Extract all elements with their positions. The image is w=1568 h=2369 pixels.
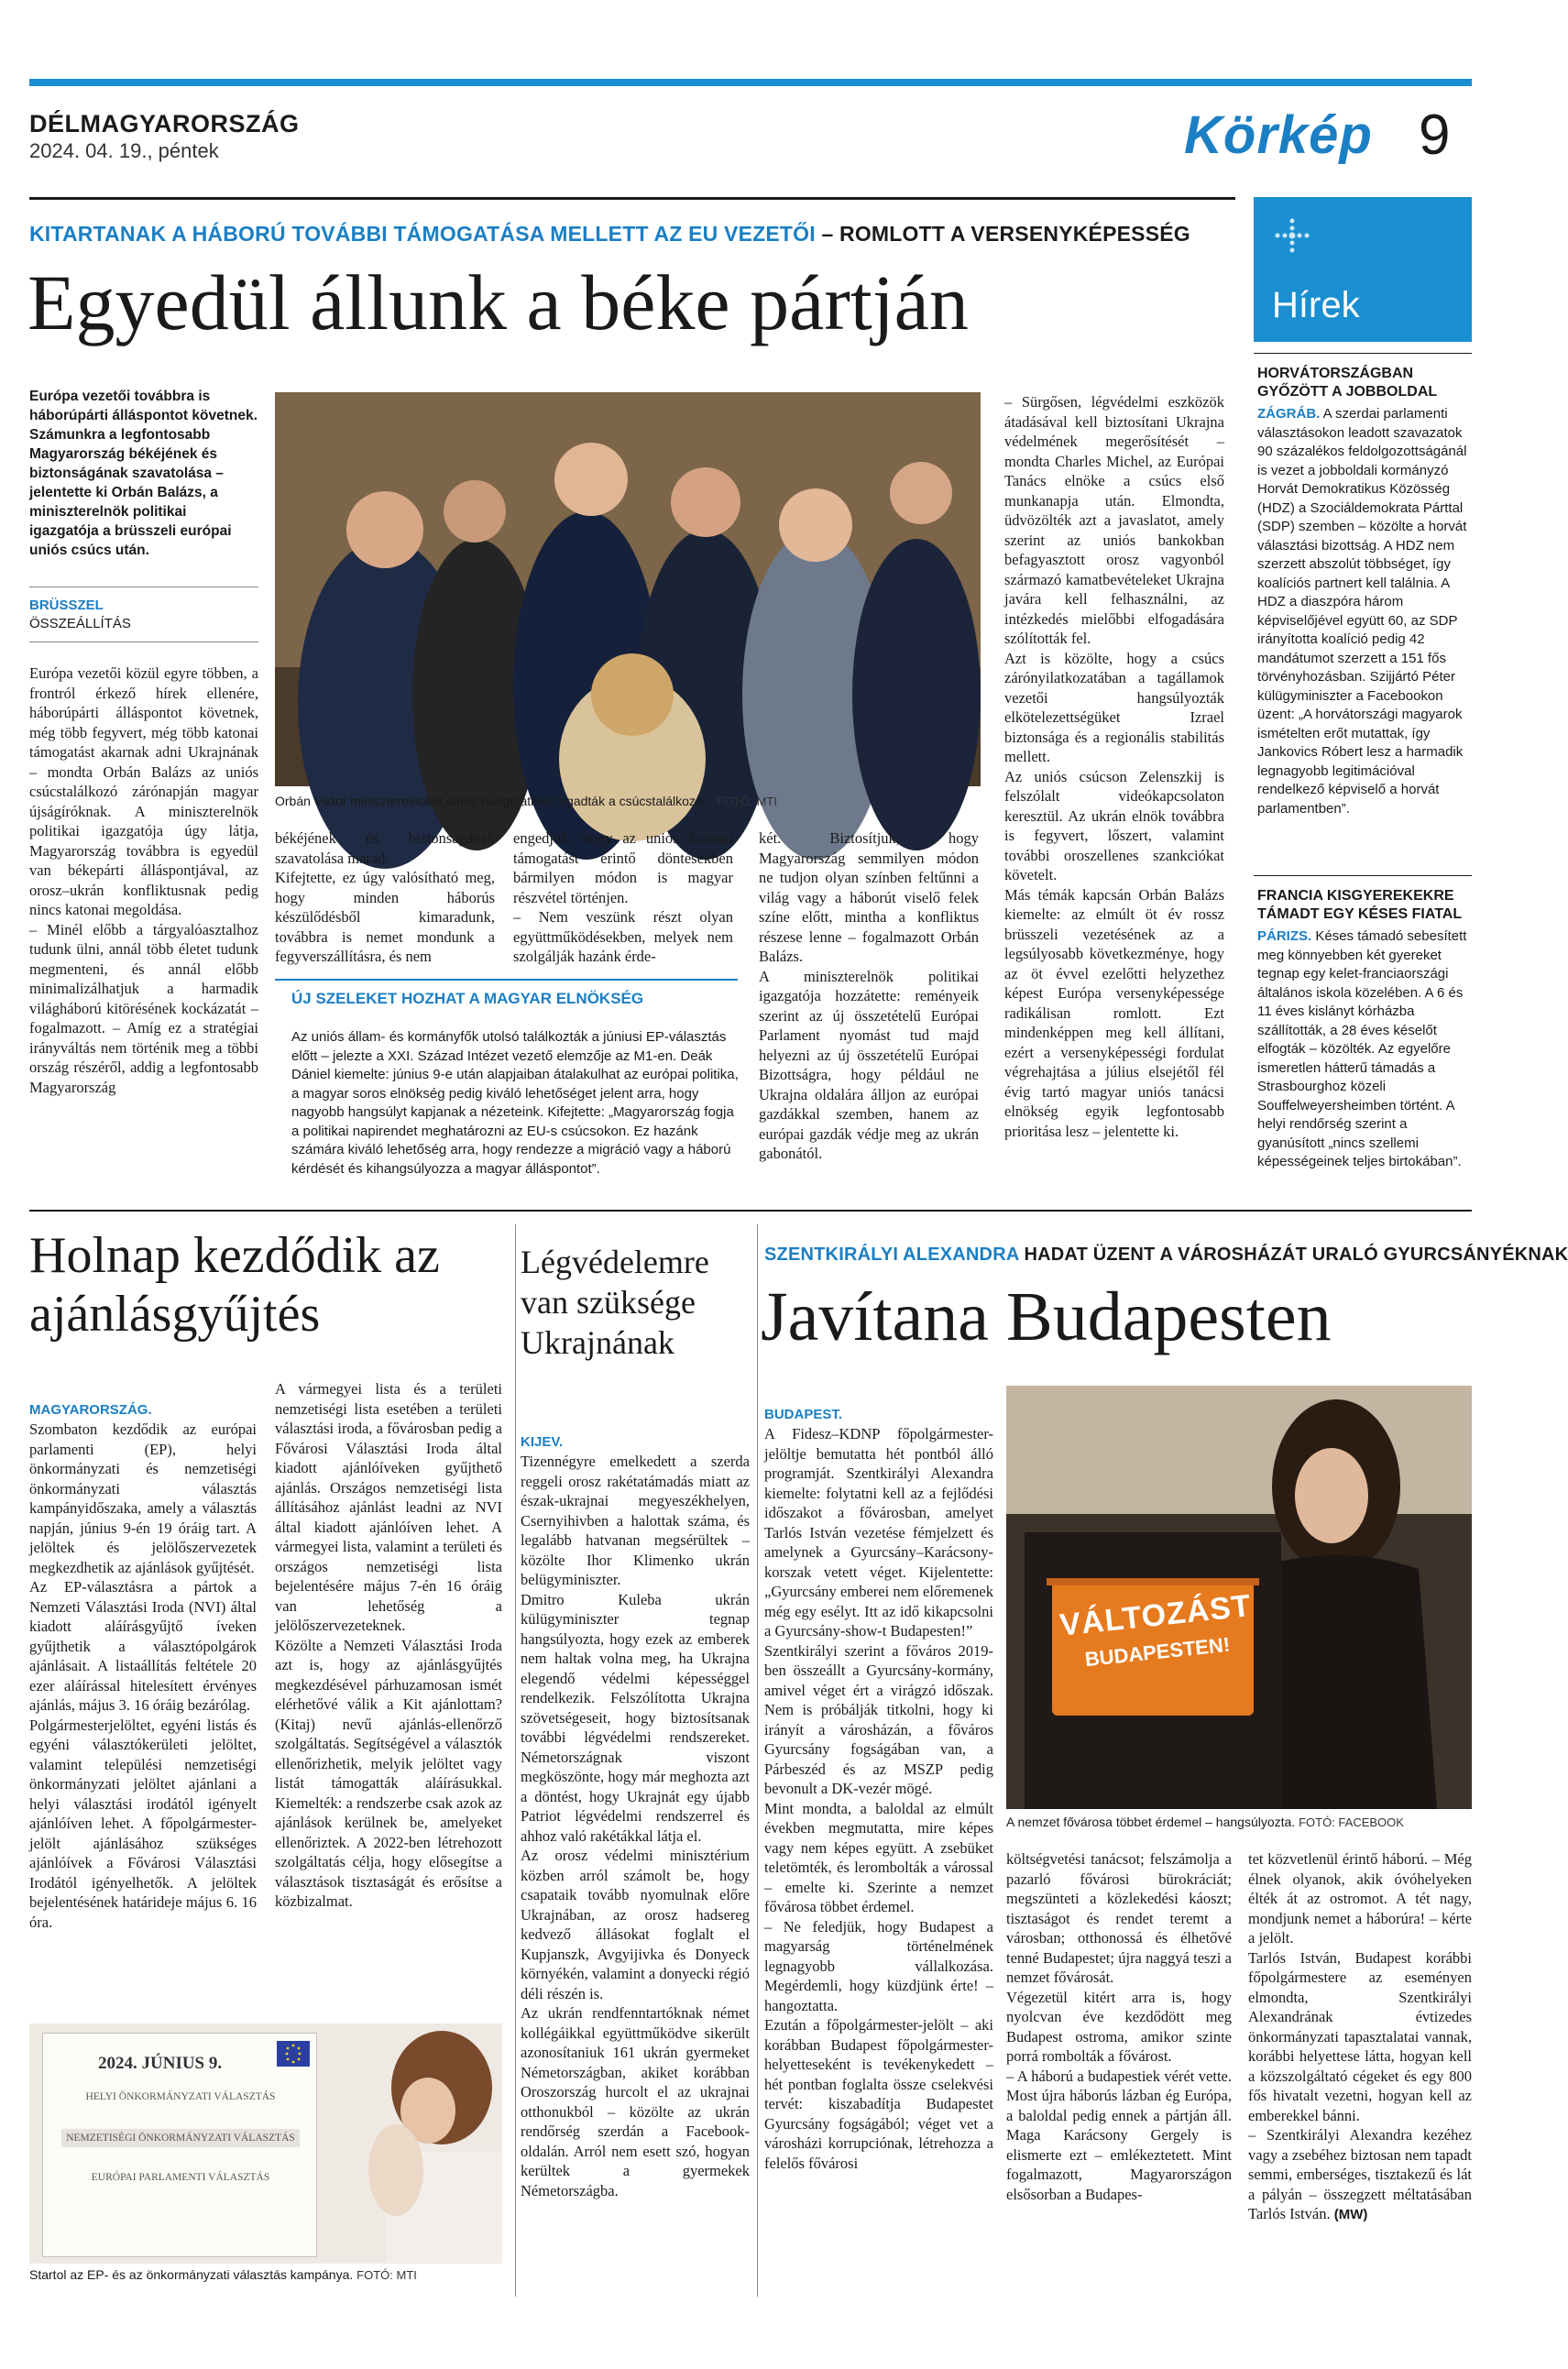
section-title: Körkép: [1184, 105, 1373, 165]
main-col5: – Sürgősen, légvédelmi eszközök átadásával kell biztosítani Ukrajna védelmének megerősítését – mondta Charles Michel, az Európai Tanács elnöke a csúcs első munkanapja után. Elmondta, üdvözölték azt a javaslatot, amely szerint az uniós bankokban befagyasztott orosz vagyonból származó kamatbevételeket Ukrajna javára kell felhasználni, az intézkedés mielőbbi elfogadására szólították fel. Azt is közölte, hogy a csúcs zárónyilatkozatában a tagállamok vezetői hangsúlyozták elkötelezettségüket Izrael biztonsága és a regionális stabilitás mellett. Az uniós csúcson Zelenszkij is felszólalt videókapcsolaton keresztül. Az ukrán elnök továbbra is fegyvert, lőszert, valamint további oroszellenes szankciókat követelt. Más témák kapcsán Orbán Balázs kiemelte: az elmúlt öt év rossz brüsszeli vezetésének az a legsúlyosabb következménye, hogy az öt évvel ezelőtti helyzethez képest Európa versenyképessége radikálisan romlott. Ezt mindenképpen meg kell állítani, ezért a versenyképességi fordulat végrehajtása a július elsejétől fél évig tartó magyar uniós tanácsi elnökség egyik legfontosabb prioritása lesz – jelentette ki.: [1004, 393, 1224, 1140]
main-col2: békéjének és biztonságának szavatolása marad. Kifejtette, ez úgy valósítható meg, hogy minden háborús készülődésből kimaradunk, továbbra is nemet mondunk a fegyverszállításra, és nem: [275, 829, 495, 965]
page-number: 9: [1419, 104, 1451, 167]
sidebar-title: Hírek: [1272, 285, 1360, 325]
main-col1: Európa vezetői közül egyre többen, a frontról érkező hírek ellenére, háborúpárti álláspontot követnek, még több fegyvert, még több katonai támogatást akarnak adni Ukrajnának – mondta Orbán Balázs az uniós csúcstalálkozó zárónapján magyar újságíróknak. A miniszterelnök politikai igazgatója úgy látja, Magyarország továbbra is egyedül van békepárti álláspontjával, az orosz–ukrán konfliktusnak pedig nincs katonai megoldása. – Minél előbb a tárgyalóasztalhoz tudunk ülni, annál több életet tudunk megmenteni, és annál előbb minimalizálhatjuk a harmadik világháború kitörésének kockázatát – fogalmazott. – Amíg ez a stratégiai irányváltás nem történik meg a többi ország részéről, addig a legfontosabb Magyarország: [29, 664, 258, 1096]
brief2-body: [1257, 927, 1470, 1172]
summit-caption-text: Orbán Viktor miniszterelnököt oldott hangulatban fogadták a csúcstalálkozón.: [275, 794, 714, 808]
article4-caption: [1006, 1815, 1472, 1829]
main-kicker-blue: KITARTANAK A HÁBORÚ TOVÁBBI TÁMOGATÁSA MELLETT AZ EU VEZETŐI: [29, 222, 816, 246]
election-poster: [42, 2033, 317, 2257]
election-poster-photo: [29, 2024, 502, 2264]
article3-body: [521, 1411, 750, 2291]
brief1-body: [1257, 405, 1470, 818]
article2-photo-credit: FOTÓ: MTI: [356, 2268, 417, 2282]
article2-col1-text: Szombaton kezdődik az európai parlamenti (EP), helyi önkormányzati és nemzetiségi önkormányzati választás kampányidőszaka, amely a választás napján, június 9-én 19 óráig tart. A jelöltek és jelölőszervezetek megkezdhetik az ajánlások gyűjtését. Az EP-választásra a pártok a Nemzeti Választási Iroda (NVI) által kiadott aláírásgyűjtő íveken gyűjthetik a választópolgárok ajánlásait. A listaállítás feltétele 20 ezer aláírással hitelesített érvényes ajánlás, május 3. 16 óráig bezárólag. Polgármesterjelöltet, egyéni listás és egyéni választókerületi jelöltet, valamint települési nemzetiségi önkormányzati jelöltet ajánlani a helyi választási irodától igényelt ajánlóíven lehet. A főpolgármester-jelölt ajánlásához szükséges ajánlóívek a Fővárosi Választási Irodától igényelhetők. A jelöltek bejelentésének határideje május 6. 16 óra.: [29, 1420, 257, 1931]
divider: [29, 197, 1235, 200]
article2-col1: [29, 1379, 257, 2021]
box-title: ÚJ SZELEKET HOZHAT A MAGYAR ELNÖKSÉG: [291, 990, 644, 1007]
article4-col1: [764, 1384, 993, 2291]
article4-kicker: [764, 1245, 1568, 1266]
divider: [29, 1210, 1472, 1212]
issue-date: 2024. 04. 19., péntek: [29, 139, 219, 162]
article4-headline: Javítana Budapesten: [761, 1278, 1332, 1355]
poster-line3: EURÓPAI PARLAMENTI VÁLASZTÁS: [91, 2172, 270, 2183]
poster-line2: NEMZETISÉGI ÖNKORMÁNYZATI VÁLASZTÁS: [61, 2129, 300, 2147]
article2-col2: A vármegyei lista és a területi nemzetiségi lista esetében a területi választási iroda, a fővárosban pedig a Fővárosi Választási Iroda által kiadott ajánlóíveken gyűjthető ajánlás. Országos nemzetiségi lista állításához ajánlást leadni az NVI által kiadott ajánlóíven lehet. A vármegyei lista, valamint a területi és országos nemzetiségi lista bejelentésére május 7-én 16 óráig van lehetőség a jelölőszervezeteknek. Közölte a Nemzeti Választási Iroda azt is, hogy az ajánlásgyűjtés megkezdésével párhuzamosan ismét elérhetővé válik a Kit ajánlottam? (Kitaj) nevű ajánlás-ellenőrző szolgáltatás. Segítségével a választók ellenőrizhetik, melyik jelöltet vagy listát támogatták aláírásukkal. Kiemelték: a rendszerbe csak azok az ajánlások kerülnek be, amelyeket ellenőriztek. A 2022-ben létrehozott szolgáltatás célja, hogy elősegítse a választások tisztaságát és erősítse a közbizalmat.: [275, 1380, 502, 1910]
brief2-headline: FRANCIA KISGYEREKEKRE TÁMADT EGY KÉSES FIATAL: [1257, 888, 1463, 922]
box-text: Az uniós állam- és kormányfők utolsó találkozták a júniusi EP-választás előtt – jelezte a XXI. Század Intézet vezető elemzője az M1-en. Deák Dániel kiemelte: június 9-e után alapjaiban átalakulhat az európai politika, a magyar soros elnökség pedig kiváló lehetőséget jelent arra, hogy nagyobb hangsúlyt kapjanak a nézeteink. Kifejtette: „Magyarország fogja a politikai napirendet meghatározni az EU-s csúcsokon. Ez hazánk számára kiváló lehetőség arra, hogy rendezze a migráció vagy a háború kérdését és kihangsúlyozza a magyar álláspontot”.: [291, 1029, 739, 1177]
summit-photo-credit: FOTÓ: MTI: [717, 795, 777, 808]
article4-col2: költségvetési tanácsot; felszámolja a pazarló fővárosi bürokráciát; megszünteti a közlekedési káoszt; tisztaságot és rendet teremt a városban; otthonossá és élhetővé tenné Budapestet; újra naggyá teszi a nemzet fővárosát. Végezetül kitért arra is, hogy nyolcvan éve kezdődött meg Budapest ostroma, amikor szinte porrá rombolták a fővárost. – A háború a budapestiek vérét vette. Most újra háborús lázban ég Európa, a baloldal pedig ennek a pártján áll. Maga Karácsony Gergely is elismerte ezt – emlékeztetett. Mint fogalmazott, Magyarországon elsősorban a Budapes-: [1006, 1850, 1232, 2203]
divider: [1254, 875, 1472, 876]
brief2-text: Késes támadó sebesített meg könnyebben két gyereket tegnap egy kelet-franciaországi általános iskola közelében. A 6 és 11 éves kislányt kórházba szállították, a 28 éves késelőt elfogták – közölték. Az egyelőre ismeretlen hátterű támadás a Strasbourghoz közeli Souffelweyersheimben történt. A helyi rendőrség szerint a gyanúsított „nincs szellemi képességeinek teljes birtokában”.: [1257, 928, 1467, 1169]
brief1-place: ZÁGRÁB.: [1257, 406, 1321, 422]
news-sidebar-header: [1254, 197, 1472, 342]
poster-date: 2024. JÚNIUS 9.: [98, 2054, 223, 2073]
main-col3: engedjük, hogy az uniós katonai támogatást érintő döntésekben bármilyen módon is magyar részvétel történjen. – Nem veszünk részt olyan együttműködésekben, melyek nem szolgálják hazánk érde-: [513, 829, 733, 965]
divider: [515, 1224, 516, 2297]
divider: [1254, 353, 1472, 354]
brief1-text: A szerdai parlamenti választásokon leadott szavazatok 90 százalékos feldolgozottságánál is vezet a jobboldali kormányzó Horvát Demokratikus Közösség (HDZ) a Szociáldemokrata Párttal (SDP) szemben – közölte a horvát választási bizottság. A HDZ nem szerzett abszolút többséget, így koalíciós partnert kell találnia. A HDZ a diaszpóra három képviselőjével együtt 60, az SDP irányította koalíció pedig 42 mandátumot szerzett a 151 fős törvényhozásban. Szijjártó Péter külügyminiszter a Facebookon üzent: „A horvátországi magyarok ismételten erőt mutattak, így Jankovics Róbert lesz a harmadik legnagyobb legitimációval rendelkező képviselő a horvát parlamentben”.: [1257, 406, 1467, 817]
article3-place: KIJEV.: [521, 1433, 564, 1450]
article4-place: BUDAPEST.: [764, 1406, 843, 1422]
brief2-place: PÁRIZS.: [1257, 928, 1312, 944]
top-accent-bar: [29, 79, 1472, 86]
summit-photo-caption: [275, 794, 981, 808]
dots-icon: [1274, 217, 1310, 258]
paper-name: DÉLMAGYARORSZÁG: [29, 110, 300, 137]
article3-headline: Légvédelemre van szüksége Ukrajnának: [521, 1244, 709, 1361]
dateline-place: BRÜSSZEL: [29, 598, 104, 613]
article2-place: MAGYARORSZÁG.: [29, 1401, 152, 1418]
summit-photo: [275, 392, 981, 786]
article4-kicker-blue: SZENTKIRÁLYI ALEXANDRA: [764, 1245, 1019, 1265]
poster-line1: HELYI ÖNKORMÁNYZATI VÁLASZTÁS: [85, 2091, 276, 2102]
article4-col1-text: A Fidesz–KDNP főpolgármester-jelöltje bemutatta hét pontból álló programját. Szentkirályi Alexandra kiemelte: folytatni kell az a fejlődési időszakot a fővárosban, amelyet Tarlós István vezetése fémjelzett és amelynek a Gyurcsány–Karácsony-korszak vetett véget. Kijelentette: „Gyurcsány emberei nem előremenek még egy esélyt. Itt az idő kikapcsolni a Gyurcsány-show-t Budapesten!” Szentkirályi szerint a főváros 2019-ben összeállt a Gyurcsány-kormány, amivel véget ért a virágzó időszak. Nem is próbálják titkolni, hogy ki irányít a városházán, a főváros Gyurcsány fogságában van, a Párbeszéd és az MSZP pedig bevonult a DK-vezér mögé. Mint mondta, a baloldal az elmúlt években megmutatta, mire képes vagy nem képes együtt. A zsebüket teletömték, és lerombolták a várossal – emelte ki. Szerinte a nemzet fővárosa többet érdemel. – Ne feledjük, hogy Budapest a magyarság történelmének legnagyobb vállalkozása. Megérdemli, hogy küzdjünk érte! – hangoztatta. Ezután a főpolgármester-jelölt – aki korábban Budapest főpolgármester-helyetteseként is tevékenykedett – hét pontban foglalta össze cselekvési tervét: kiszabadítja Budapestet Gyurcsány fogságából; véget vet a városházi korrupciónak, létrehozza a felelős fővárosi: [764, 1425, 993, 2172]
article4-col3-text: tet közvetlenül érintő háború. – Még élnek olyanok, akik óvóhelyeken élték át az ostromot. A tét nagy, mondjunk nemet a háborúra! – kérte a jelölt. Tarlós István, Budapest korábbi főpolgármestere az eseményen elmondta, Szentkirályi Alexandrának évtizedes önkormányzati tapasztalatai vannak, korábbi helyettese látta, hogyan kell a közszolgáltató cégeket és egy 800 fős hivatalt vezetni, hogyan kell az emberekkel bánni. – Szentkirályi Alexandra kezéhez vagy a zsebéhez biztosan nem tapadt semmi, emberséges, tisztakezű és lát a pályán – összegzett méltatásában Tarlós István.: [1248, 1850, 1472, 2222]
main-lead: Európa vezetői továbbra is háborúpárti álláspontot követnek. Számunkra a legfontosabb Magyarország békéjének és biztonságának szavatolása – jelentette ki Orbán Balázs, a miniszterelnök politikai igazgatója a brüsszeli európai uniós csúcs után.: [29, 389, 258, 558]
woman-figure: [341, 2024, 502, 2264]
campaign-sign-line2: BUDAPESTEN!: [1083, 1632, 1232, 1672]
campaign-sign-line1: VÁLTOZÁST: [1058, 1588, 1254, 1643]
dateline-source: ÖSSZEÁLLÍTÁS: [29, 616, 131, 631]
main-headline: Egyedül állunk a béke pártján: [27, 258, 969, 346]
brief1-headline: HORVÁTORSZÁGBAN GYŐZÖTT A JOBBOLDAL: [1257, 366, 1438, 400]
article2-headline: Holnap kezdődik az ajánlásgyűjtés: [29, 1227, 440, 1343]
article3-text: Tizennégyre emelkedett a szerda reggeli orosz rakétatámadás miatt az észak-ukrajnai megyeszékhelyen, Csernyihivben a halottak száma, és legalább hatvanan megsérültek – közölte Ihor Klimenko ukrán belügyminiszter. Dmitro Kuleba ukrán külügyminiszter tegnap hangsúlyozta, hogy ezek az emberek nem haltak volna meg, ha Ukrajna elegendő védelmi képességgel rendelkezik. Felszólította Ukrajna szövetségeseit, hogy biztosítsanak további légvédelmi rendszereket. Németországnak viszont megköszönte, hogy már meghozta azt a döntést, hogy Ukrajnát egy újabb Patriot légvédelmi rendszerrel és ahhoz való rakétákkal látja el. Az orosz védelmi minisztérium közben arról számolt be, hogy csapataik tovább nyomulnak előre Ukrajnában, az orosz hadsereg kedvező állásokat foglalt el Kupjanszk, Avgyijivka és Donyeck környékén, valamint a donyecki régió déli részén is. Az ukrán rendfenntartóknak német kollégáikkal együttműködve sikerült azonosítaniuk 161 ukrán gyermeket Németországban, akiket korábban Oroszország hurcolt el az ukrajnai otthonukból – közölte az ukrán rendőrség szerdán a Facebook-oldalán. Arról nem esett szó, hogyan kerültek a gyermekek Németországba.: [521, 1453, 750, 2199]
article4-col3: [1248, 1849, 1472, 2298]
main-kicker: [29, 222, 1235, 247]
article4-signature: (MW): [1333, 2207, 1368, 2222]
article4-kicker-black: HADAT ÜZENT A VÁROSHÁZÁT URALÓ GYURCSÁNYÉKNAK: [1018, 1245, 1568, 1265]
main-col4: két. Biztosítjuk, hogy Magyarország semmilyen módon ne tudjon olyan színben feltűnni a világ vagy a háborút viselő felek színe előtt, mintha a konfliktus részese lenne – fogalmazott Orbán Balázs. A miniszterelnök politikai igazgatója hozzátette: reményeik szerint az új összetételű Európai Parlament nyomást tud majd helyezni az új összetételű Európai Bizottságra, hogy például ne Ukrajna oldalára álljon az európai gazdákkal szemben, hanem az európai gazdák védje meg az ukrán gabonától.: [759, 829, 979, 1162]
candidate-photo: [1006, 1386, 1472, 1809]
article4-caption-text: A nemzet fővárosa többet érdemel – hangsúlyozta.: [1006, 1815, 1296, 1829]
article2-caption: [29, 2267, 506, 2282]
main-kicker-black: – ROMLOTT A VERSENYKÉPESSÉG: [815, 222, 1190, 246]
article4-photo-credit: FOTÓ: FACEBOOK: [1299, 1815, 1404, 1829]
divider: [757, 1224, 758, 2297]
divider: [275, 979, 738, 981]
article2-caption-text: Startol az EP- és az önkormányzati választás kampánya.: [29, 2267, 354, 2282]
eu-flag-icon: [277, 2041, 310, 2067]
